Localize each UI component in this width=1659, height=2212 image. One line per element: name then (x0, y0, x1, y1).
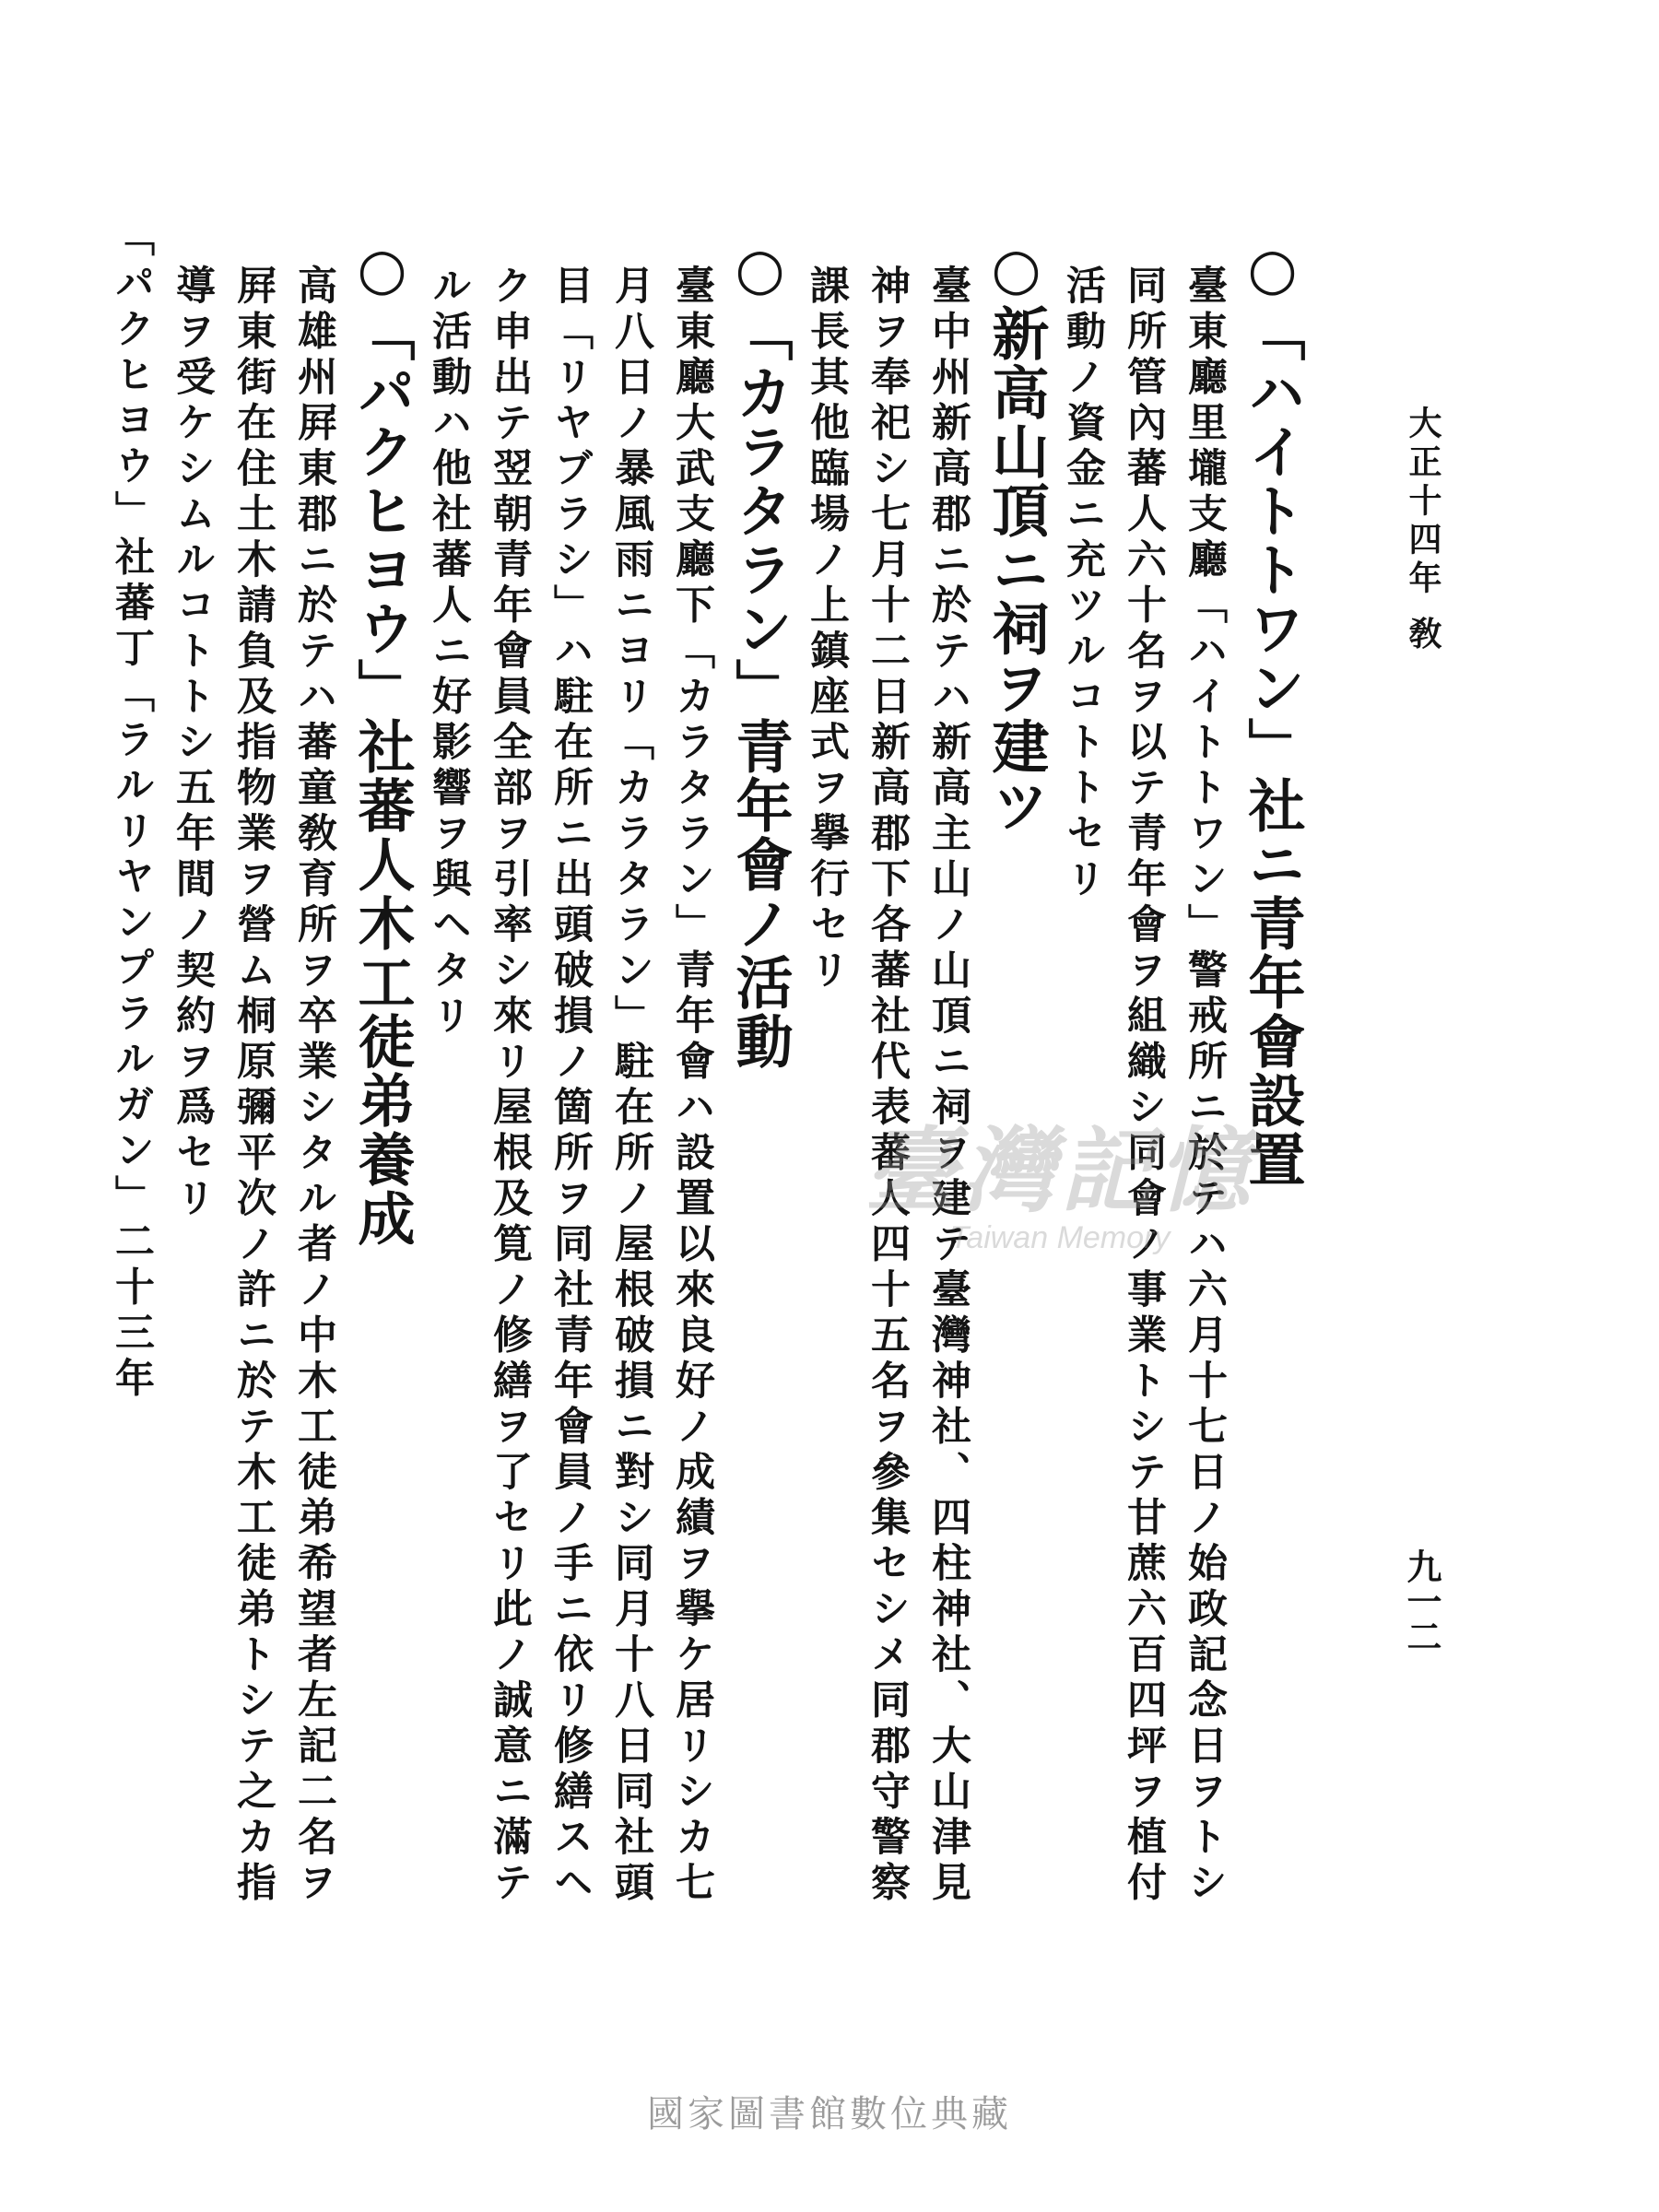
apprentice-entry: 「パクヒヨウ」社蕃丁「ラルリヤンプラルガン」二十三年 (109, 217, 155, 1403)
article-heading: ○新高山頂ニ祠ヲ建ツ (982, 235, 1050, 835)
article-heading: ○「パクヒヨウ」社蕃人木工徒弟養成 (348, 235, 416, 1248)
running-head: 大正十四年 敎 (1404, 406, 1442, 655)
article-heading: ○「カラタラン」青年會ノ活動 (726, 235, 794, 1071)
watermark-chinese: 臺灣記憶 (865, 1116, 1255, 1225)
article-paragraph: 臺東廳里壠支廳「ハイトトワン」警戒所ニ於テハ六月十七日ノ始政記念日ヲトシ同所管內蕃人六十名ヲ以テ青年會ヲ組織シ同會ノ事業トシテ甘蔗六百四坪ヲ植付活動ノ資金ニ充ツルコトトセリ (1060, 265, 1228, 1907)
article-paragraph: 臺中州新高郡ニ於テハ新高主山ノ山頂ニ祠ヲ建テ臺灣神社、四柱神社、大山津見神ヲ奉祀シ七月十二日新高郡下各蕃社代表蕃人四十五名ヲ參集セシメ同郡守警察課長其他臨場ノ上鎮座式ヲ擧行セリ (804, 265, 971, 1907)
article-haitotowan-youth-association (1053, 217, 1309, 1949)
article-paragraph: 高雄州屛東郡ニ於テハ蕃童敎育所ヲ卒業シタル者ノ中木工徒弟希望者左記二名ヲ屛東街在住土木請負及指物業ヲ營ム桐原彌平次ノ許ニ於テ木工徒弟トシテ之カ指導ヲ受ケシムルコトトシ五年間ノ契約ヲ爲セリ (170, 265, 337, 1907)
article-karatarun-youth-activity (418, 217, 796, 1949)
body-text (109, 217, 1309, 1949)
page-number: 九一二 (1401, 1548, 1442, 1653)
footer-credit: 國家圖書館數位典藏 (647, 2093, 1012, 2136)
article-pakuhiyou-carpentry-apprentice (101, 217, 418, 1949)
watermark-english: Taiwan Memory (949, 1220, 1171, 1255)
article-paragraph: 臺東廳大武支廳下「カラタラン」青年會ハ設置以來良好ノ成績ヲ擧ケ居リシカ七月八日ノ暴風雨ニヨリ「カラタラン」駐在所ノ屋根破損ニ對シ同月十八日同社頭目「リヤブラシ」ハ駐在所ニ出頭破損ノ箇所ヲ同社青年會員ノ手ニ依リ修繕スヘク申出テ翌朝青年會員全部ヲ引率シ來リ屋根及筧ノ修繕ヲ了セリ此ノ誠意ニ滿テル活動ハ他社蕃人ニ好影響ヲ與ヘタリ (426, 265, 715, 1907)
watermark-logo (811, 1115, 1309, 1272)
article-heading: ○「ハイトトワン」社ニ青年會設置 (1239, 235, 1306, 1189)
article-niitakayama-shrine (796, 217, 1053, 1949)
